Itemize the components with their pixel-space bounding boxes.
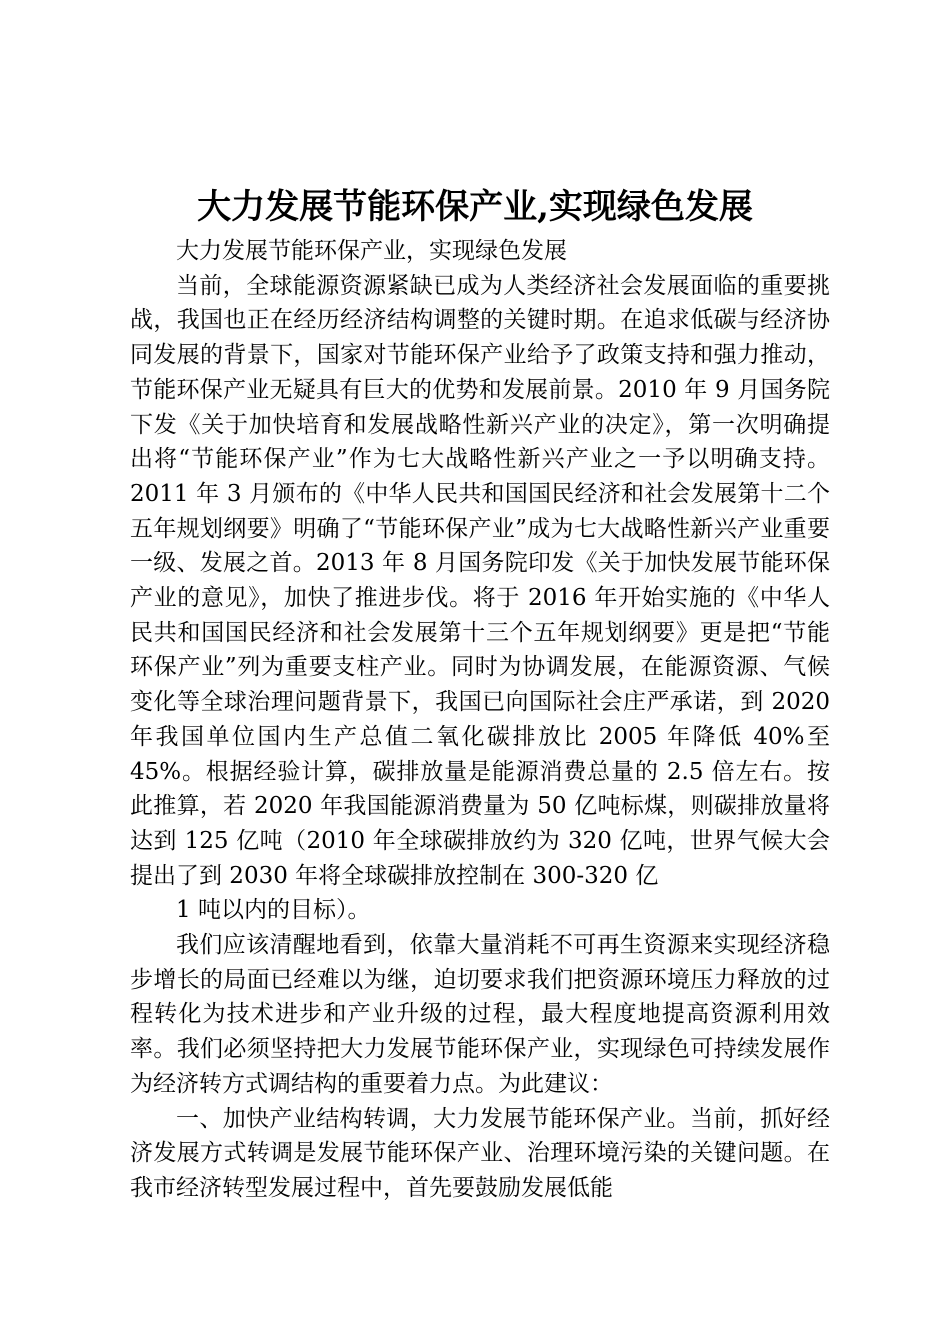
paragraph-suggestion-one: 一、加快产业结构转调，大力发展节能环保产业。当前，抓好经济发展方式转调是发展节能环保产业、治理环境污染的关键问题。在我市经济转型发展过程中，首先要鼓励发展低能 [130,1105,830,1201]
document-subtitle: 大力发展节能环保产业，实现绿色发展 [176,238,567,264]
document-body [130,234,830,1206]
document-title: 大力发展节能环保产业,实现绿色发展 [197,187,753,227]
paragraph-background: 当前，全球能源资源紧缺已成为人类经济社会发展面临的重要挑战，我国也正在经历经济结构调整的关键时期。在追求低碳与经济协同发展的背景下，国家对节能环保产业给予了政策支持和强力推动，节能环保产业无疑具有巨大的优势和发展前景。2010 年 9 月国务院下发《关于加快培育和发展战略性新兴产业的决定》，第一次明确提出将“节能环保产业”作为七大战略性新兴产业之一予以明确支持。2011 年 3 月颁布的《中华人民共和国国民经济和社会发展第十二个五年规划纲要》明确了“节能环保产业”成为七大战略性新兴产业重要一级、发展之首。2013 年 8 月国务院印发《关于加快发展节能环保产业的意见》，加快了推进步伐。将于 2016 年开始实施的《中华人民共和国国民经济和社会发展第十三个五年规划纲要》更是把“节能环保产业”列为重要支柱产业。同时为协调发展，在能源资源、气候变化等全球治理问题背景下，我国已向国际社会庄严承诺，到 2020 年我国单位国内生产总值二氧化碳排放比 2005 年降低 40%至 45%。根据经验计算，碳排放量是能源消费总量的 2.5 倍左右。按此推算，若 2020 年我国能源消费量为 50 亿吨标煤，则碳排放量将达到 125 亿吨（2010 年全球碳排放约为 320 亿吨，世界气候大会提出了到 2030 年将全球碳排放控制在 300-320 亿 [130,272,830,889]
paragraph-awareness: 我们应该清醒地看到，依靠大量消耗不可再生资源来实现经济稳步增长的局面已经难以为继，迫切要求我们把资源环境压力释放的过程转化为技术进步和产业升级的过程，最大程度地提高资源利用效率。我们必须坚持把大力发展节能环保产业，实现绿色可持续发展作为经济转方式调结构的重要着力点。为此建议： [130,932,830,1097]
paragraph-target-continuation: 1 吨以内的目标）。 [176,897,371,924]
